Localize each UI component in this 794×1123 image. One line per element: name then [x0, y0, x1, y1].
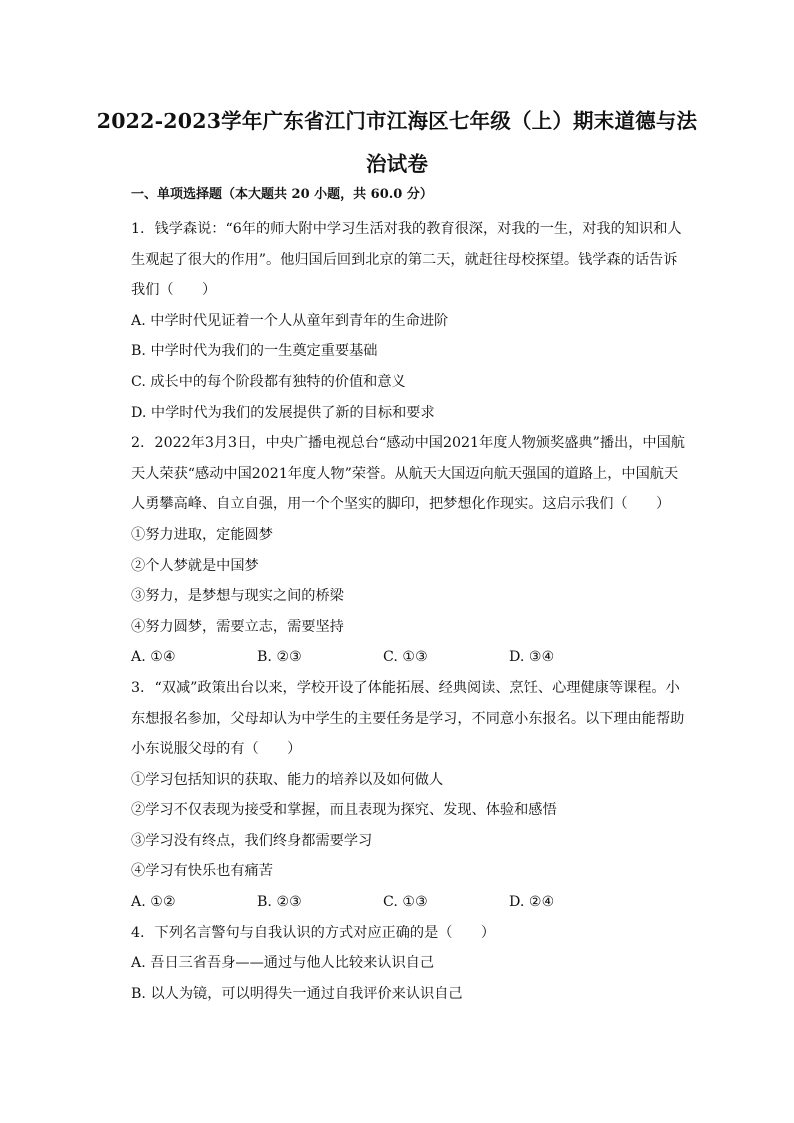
- choice-c: C. ①③: [383, 894, 428, 911]
- exam-title-line2: 治试卷: [365, 152, 429, 176]
- option-b: B. 以人为镜，可以明得失一通过自我评价来认识自己: [131, 985, 463, 1002]
- statement-3: ③努力，是梦想与现实之间的桥梁: [131, 588, 344, 605]
- statement-4: ④学习有快乐也有痛苦: [131, 863, 273, 880]
- statement-1: ①努力进取，定能圆梦: [131, 526, 273, 543]
- question-number: 2.: [131, 435, 145, 452]
- option-c: C. 成长中的每个阶段都有独特的价值和意义: [131, 373, 406, 390]
- exam-content: [131, 184, 691, 1009]
- question-2: [131, 428, 691, 673]
- question-text: 钱学森说：“6年的师大附中学习生活对我的教育很深，对我的一生，对我的知识和人生观起了很大的作用”。他归国后回到北京的第二天，就赶往母校探望。钱学森的话告诉我们（ ）: [131, 221, 682, 299]
- option-a: A. 吾日三省吾身——通过与他人比较来认识自己: [131, 955, 435, 972]
- statement-3: ③学习没有终点，我们终身都需要学习: [131, 832, 373, 849]
- choice-b: B. ②③: [257, 894, 302, 911]
- question-stem: [131, 673, 691, 765]
- question-number: 1.: [131, 221, 145, 237]
- statement-2: ②学习不仅表现为接受和掌握，而且表现为探究、发现、体验和感悟: [131, 802, 557, 819]
- statement-2: ②个人梦就是中国梦: [131, 557, 259, 574]
- choice-c: C. ①③: [383, 649, 428, 666]
- question-number: 3.: [131, 679, 145, 696]
- question-stem: [131, 918, 691, 949]
- question-1: [131, 214, 691, 428]
- section-heading: 一、单项选择题（本大题共 20 小题，共 60.0 分）: [131, 187, 433, 202]
- statement-1: ①学习包括知识的获取、能力的培养以及如何做人: [131, 771, 444, 788]
- choice-a: A. ①④: [131, 649, 176, 666]
- choice-b: B. ②③: [257, 649, 302, 666]
- question-text: 2022年3月3日，中央广播电视总台“感动中国2021年度人物颁奖盛典”播出，中国航天人荣获“感动中国2021年度人物”荣誉。从航天大国迈向航天强国的道路上，中国航天人勇攀高峰、自立自强，用一个个坚实的脚印，把梦想化作现实。这启示我们（ ）: [131, 435, 685, 513]
- option-d: D. 中学时代为我们的发展提供了新的目标和要求: [131, 404, 435, 421]
- exam-title: [80, 100, 714, 186]
- question-3: [131, 673, 691, 918]
- question-text: “双减”政策出台以来，学校开设了体能拓展、经典阅读、烹饪、心理健康等课程。小东想报名参加，父母却认为中学生的主要任务是学习，不同意小东报名。以下理由能帮助小东说服父母的有（ ）: [131, 679, 685, 758]
- question-text: 下列名言警句与自我认识的方式对应正确的是（ ）: [154, 924, 496, 941]
- choice-d: D. ②④: [509, 894, 555, 911]
- question-stem: [131, 214, 691, 306]
- question-stem: [131, 428, 691, 520]
- statement-4: ④努力圆梦，需要立志，需要坚持: [131, 618, 344, 635]
- choice-a: A. ①②: [131, 894, 176, 911]
- option-b: B. 中学时代为我们的一生奠定重要基础: [131, 343, 378, 360]
- choice-d: D. ③④: [509, 649, 555, 666]
- question-number: 4.: [131, 924, 145, 941]
- question-4: [131, 918, 691, 1010]
- choices-row: [131, 887, 691, 918]
- choices-row: [131, 642, 691, 673]
- exam-title-line1: 2022-2023学年广东省江门市江海区七年级（上）期末道德与法: [96, 109, 698, 133]
- option-a: A. 中学时代见证着一个人从童年到青年的生命进阶: [131, 312, 449, 329]
